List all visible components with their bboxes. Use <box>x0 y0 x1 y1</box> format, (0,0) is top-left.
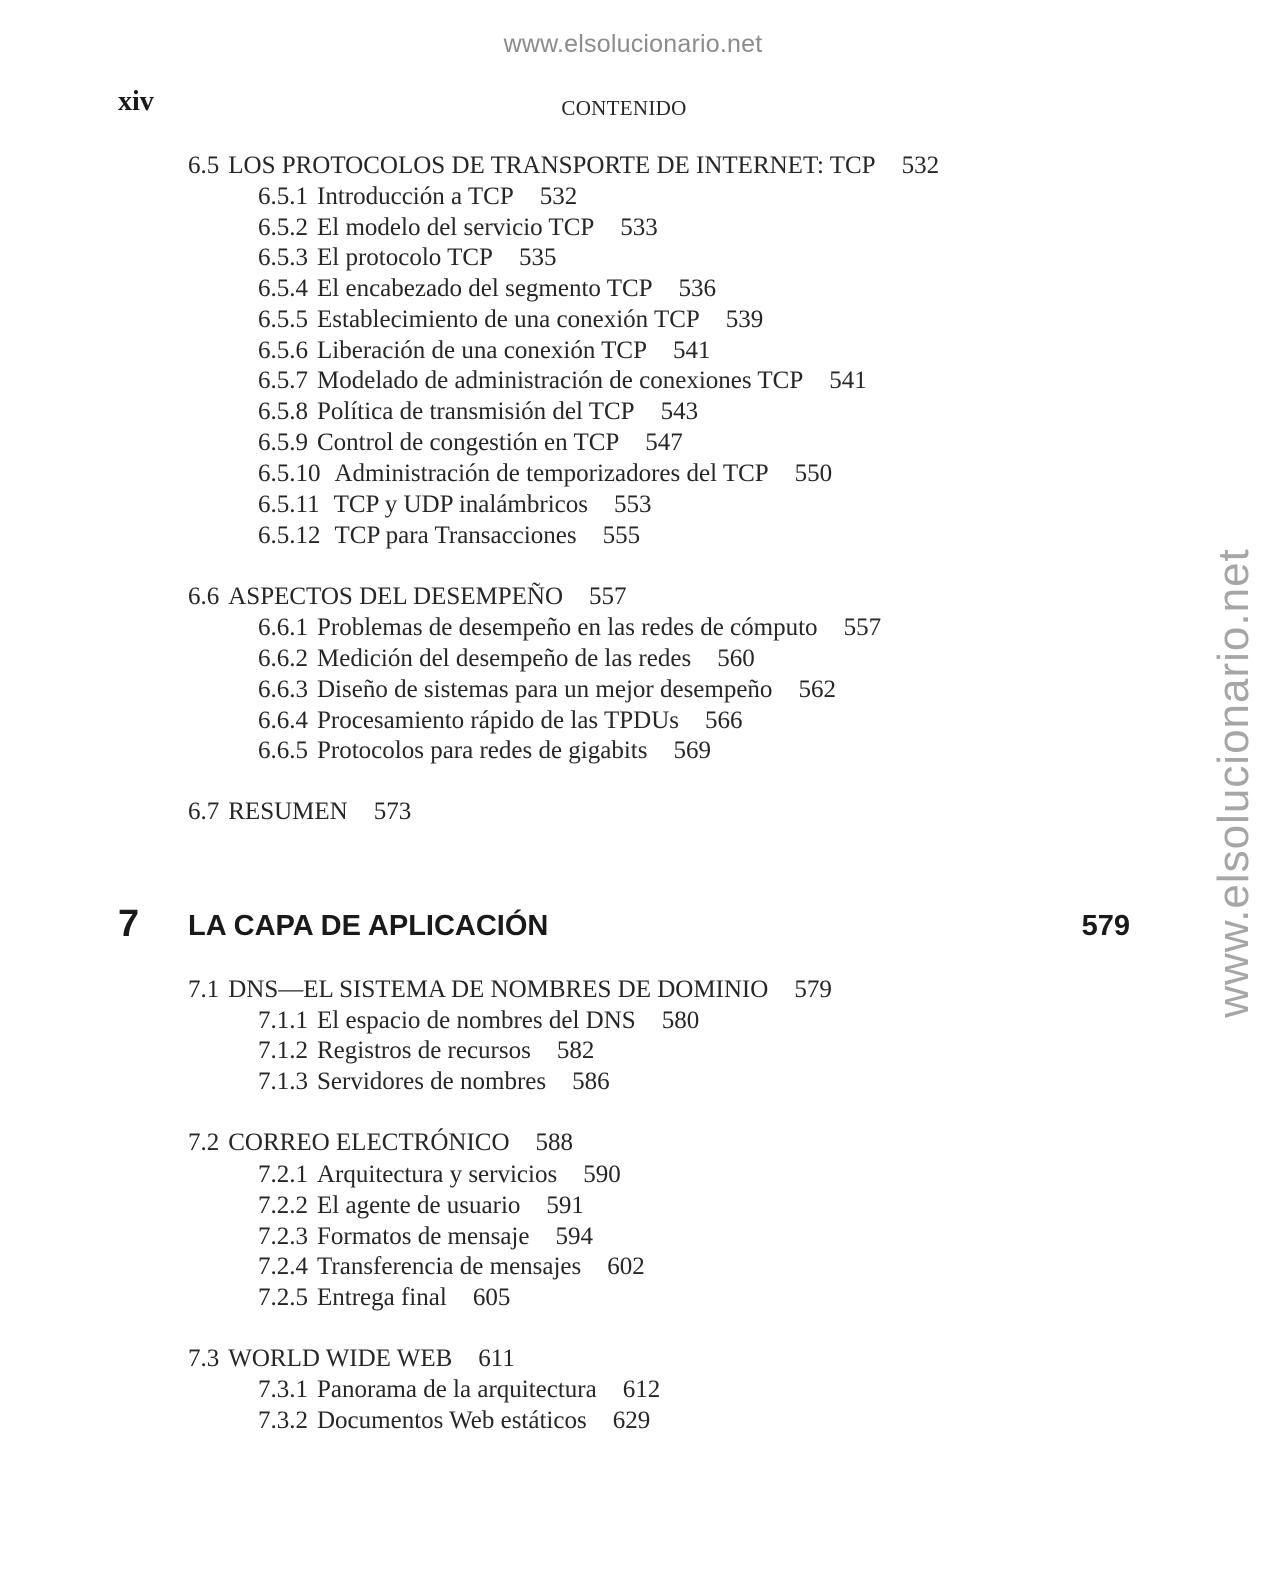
toc-item-6-5-5[interactable] <box>258 305 763 335</box>
section-title: ASPECTOS DEL DESEMPEÑO <box>228 583 564 610</box>
toc-item-6-5-10[interactable] <box>258 459 832 489</box>
item-title: Problemas de desempeño en las redes de cómputo <box>317 614 818 641</box>
item-number: 7.2.2 <box>258 1192 308 1219</box>
item-page: 591 <box>546 1192 584 1219</box>
item-page: 555 <box>602 522 641 549</box>
item-title: Documentos Web estáticos <box>317 1407 587 1434</box>
section-number: 6.5 <box>188 152 220 179</box>
chapter-page: 579 <box>1081 910 1130 942</box>
section-page: 588 <box>535 1129 573 1156</box>
toc-section-7-2[interactable] <box>188 1128 573 1158</box>
chapter-title[interactable]: LA CAPA DE APLICACIÓN <box>188 910 549 942</box>
item-number: 6.5.1 <box>258 183 308 210</box>
section-title: WORLD WIDE WEB <box>228 1345 453 1372</box>
item-number: 7.2.1 <box>258 1161 308 1188</box>
section-page: 532 <box>901 152 940 179</box>
item-page: 550 <box>794 460 833 487</box>
item-number: 6.6.3 <box>258 676 308 703</box>
toc-item-6-6-3[interactable] <box>258 675 836 705</box>
section-number: 7.2 <box>188 1129 220 1156</box>
toc-item-7-1-2[interactable] <box>258 1036 594 1066</box>
item-number: 7.2.5 <box>258 1284 308 1311</box>
item-title: TCP y UDP inalámbricos <box>333 491 588 518</box>
item-number: 6.5.3 <box>258 244 308 271</box>
toc-section-7-3[interactable] <box>188 1344 515 1374</box>
item-page: 562 <box>798 676 836 703</box>
item-number: 6.5.5 <box>258 306 308 333</box>
item-page: 533 <box>620 214 658 241</box>
item-title: El encabezado del segmento TCP <box>317 275 653 302</box>
toc-item-6-6-1[interactable] <box>258 613 881 643</box>
item-number: 7.1.2 <box>258 1037 308 1064</box>
toc-item-6-5-4[interactable] <box>258 274 716 304</box>
item-title: Formatos de mensaje <box>317 1223 530 1250</box>
item-number: 6.6.4 <box>258 707 308 734</box>
item-title: Servidores de nombres <box>317 1068 547 1095</box>
section-number: 7.3 <box>188 1345 220 1372</box>
item-title: Administración de temporizadores del TCP <box>334 460 769 487</box>
item-number: 7.1.3 <box>258 1068 308 1095</box>
item-number: 7.3.2 <box>258 1407 308 1434</box>
item-number: 6.5.6 <box>258 337 308 364</box>
item-title: El protocolo TCP <box>317 244 493 271</box>
item-title: Política de transmisión del TCP <box>317 398 635 425</box>
item-title: Transferencia de mensajes <box>317 1253 582 1280</box>
item-title: Control de congestión en TCP <box>317 429 620 456</box>
item-title: Establecimiento de una conexión TCP <box>317 306 700 333</box>
watermark-top: www.elsolucionario.net <box>503 30 763 58</box>
item-page: 560 <box>717 645 755 672</box>
toc-item-7-1-3[interactable] <box>258 1067 610 1097</box>
item-page: 541 <box>673 337 711 364</box>
toc-item-6-5-12[interactable] <box>258 521 640 551</box>
toc-item-7-2-5[interactable] <box>258 1283 510 1313</box>
toc-item-6-5-7[interactable] <box>258 366 867 396</box>
item-number: 6.5.2 <box>258 214 308 241</box>
item-number: 7.2.4 <box>258 1253 308 1280</box>
item-number: 6.5.8 <box>258 398 308 425</box>
section-page: 579 <box>794 976 832 1003</box>
section-number: 7.1 <box>188 976 220 1003</box>
page-number: xiv <box>118 86 154 117</box>
item-page: 602 <box>607 1253 645 1280</box>
item-title: Diseño de sistemas para un mejor desempeño <box>317 676 773 703</box>
item-page: 539 <box>725 306 764 333</box>
watermark-side: www.elsolucionario.net <box>1209 548 1258 1018</box>
item-title: Modelado de administración de conexiones TCP <box>317 367 804 394</box>
item-title: TCP para Transacciones <box>334 522 577 549</box>
item-title: Arquitectura y servicios <box>317 1161 558 1188</box>
item-number: 6.6.1 <box>258 614 308 641</box>
item-title: Medición del desempeño de las redes <box>317 645 692 672</box>
toc-item-6-5-2[interactable] <box>258 213 658 243</box>
item-number: 7.1.1 <box>258 1007 308 1034</box>
item-title: Protocolos para redes de gigabits <box>317 737 648 764</box>
section-number: 6.7 <box>188 798 220 825</box>
section-title: CORREO ELECTRÓNICO <box>228 1129 510 1156</box>
section-title: LOS PROTOCOLOS DE TRANSPORTE DE INTERNET: TCP <box>228 152 876 179</box>
item-page: 586 <box>572 1068 610 1095</box>
toc-item-6-6-4[interactable] <box>258 706 742 736</box>
item-page: 541 <box>829 367 867 394</box>
toc-item-6-6-5[interactable] <box>258 736 711 766</box>
item-title: Introducción a TCP <box>317 183 514 210</box>
toc-item-6-5-11[interactable] <box>258 490 651 520</box>
toc-item-7-3-2[interactable] <box>258 1406 650 1436</box>
toc-section-6-6[interactable] <box>188 582 627 612</box>
item-page: 590 <box>583 1161 621 1188</box>
toc-section-7-1[interactable] <box>188 975 832 1005</box>
item-title: Liberación de una conexión TCP <box>317 337 648 364</box>
item-page: 547 <box>645 429 683 456</box>
item-page: 569 <box>673 737 711 764</box>
item-title: El modelo del servicio TCP <box>317 214 595 241</box>
item-title: Registros de recursos <box>317 1037 531 1064</box>
toc-item-7-2-3[interactable] <box>258 1222 593 1252</box>
item-number: 7.3.1 <box>258 1376 308 1403</box>
section-number: 6.6 <box>188 583 220 610</box>
toc-item-6-5-8[interactable] <box>258 397 698 427</box>
toc-item-7-2-1[interactable] <box>258 1160 621 1190</box>
toc-item-7-1-1[interactable] <box>258 1006 699 1036</box>
section-title: DNS—EL SISTEMA DE NOMBRES DE DOMINIO <box>228 976 769 1003</box>
toc-item-6-6-2[interactable] <box>258 644 755 674</box>
toc-section-6-7[interactable] <box>188 797 411 827</box>
item-number: 6.6.2 <box>258 645 308 672</box>
item-title: El agente de usuario <box>317 1192 521 1219</box>
toc-item-6-5-3[interactable] <box>258 243 556 273</box>
item-page: 594 <box>555 1223 593 1250</box>
toc-item-7-3-1[interactable] <box>258 1375 660 1405</box>
toc-section-6-5[interactable] <box>188 151 939 181</box>
item-page: 566 <box>704 707 743 734</box>
item-number: 7.2.3 <box>258 1223 308 1250</box>
toc-item-6-5-6[interactable] <box>258 336 711 366</box>
item-page: 605 <box>472 1284 511 1311</box>
toc-item-6-5-9[interactable] <box>258 428 683 458</box>
section-page: 611 <box>478 1345 515 1372</box>
section-page: 573 <box>373 798 412 825</box>
item-title: Panorama de la arquitectura <box>317 1376 597 1403</box>
toc-item-7-2-2[interactable] <box>258 1191 584 1221</box>
item-number: 6.6.5 <box>258 737 308 764</box>
item-page: 553 <box>613 491 652 518</box>
item-page: 557 <box>843 614 882 641</box>
chapter-number: 7 <box>118 903 140 945</box>
item-number: 6.5.10 <box>258 460 321 487</box>
item-page: 629 <box>612 1407 651 1434</box>
item-number: 6.5.9 <box>258 429 308 456</box>
item-page: 543 <box>660 398 699 425</box>
item-title: El espacio de nombres del DNS <box>317 1007 636 1034</box>
item-page: 532 <box>539 183 578 210</box>
item-number: 6.5.4 <box>258 275 308 302</box>
section-page: 557 <box>589 583 627 610</box>
running-head: CONTENIDO <box>561 96 687 120</box>
item-number: 6.5.7 <box>258 367 308 394</box>
toc-item-6-5-1[interactable] <box>258 182 577 212</box>
item-page: 535 <box>518 244 557 271</box>
item-title: Procesamiento rápido de las TPDUs <box>317 707 679 734</box>
item-page: 580 <box>661 1007 700 1034</box>
item-page: 536 <box>678 275 717 302</box>
item-number: 6.5.12 <box>258 522 321 549</box>
item-page: 582 <box>556 1037 595 1064</box>
item-number: 6.5.11 <box>258 491 320 518</box>
section-title: RESUMEN <box>228 798 348 825</box>
item-title: Entrega final <box>317 1284 447 1311</box>
toc-item-7-2-4[interactable] <box>258 1252 645 1282</box>
item-page: 612 <box>622 1376 661 1403</box>
